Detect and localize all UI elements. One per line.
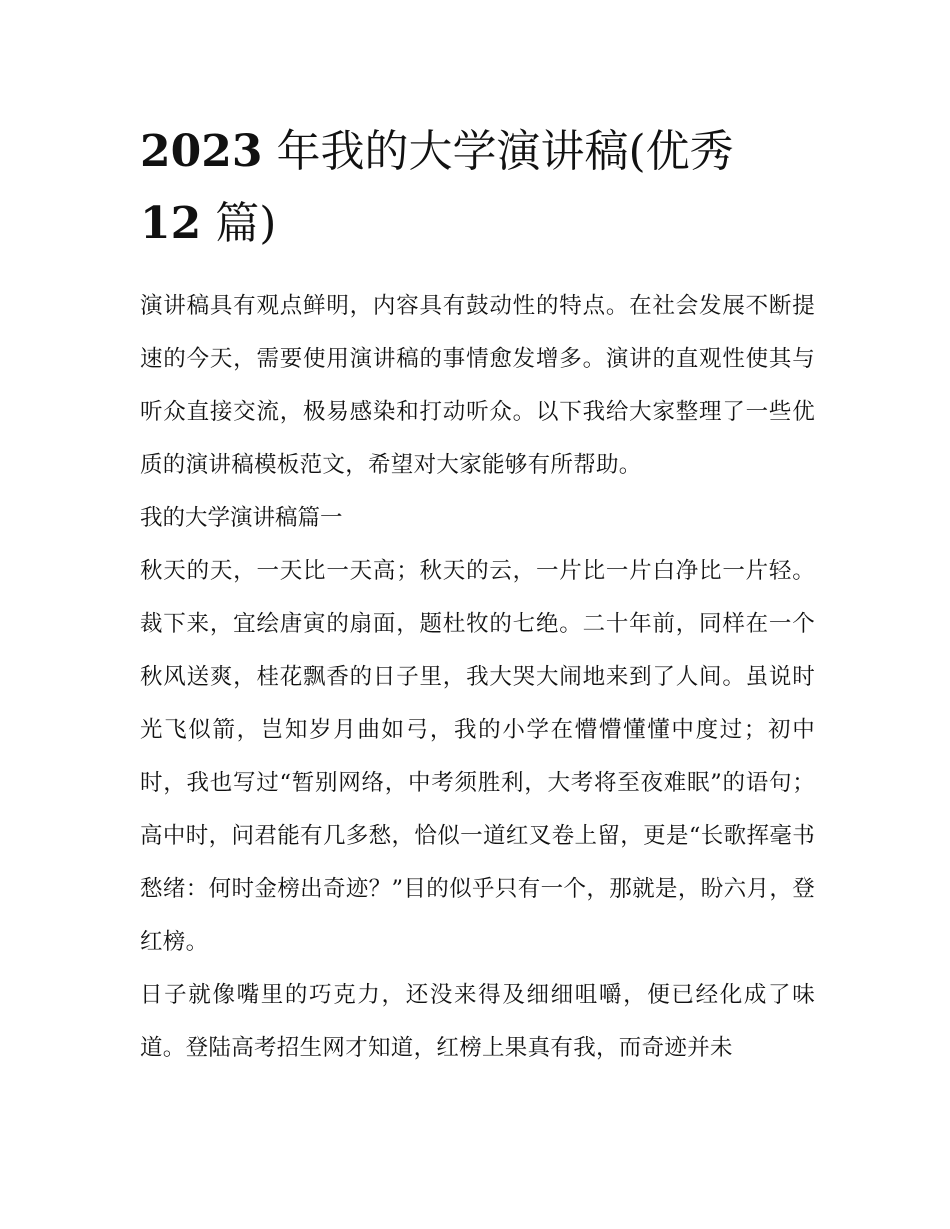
section-heading: 我的大学演讲稿篇一 [140, 505, 343, 531]
title-main: 年我的大学演讲稿(优秀 [262, 126, 734, 177]
document-content [140, 116, 815, 1075]
page-title [140, 116, 800, 260]
body-paragraph-1: 秋天的天，一天比一天高；秋天的云，一片比一片白净比一片轻。裁下来，宜绘唐寅的扇面，题杜牧的七绝。二十年前，同样在一个秋风送爽，桂花飘香的日子里，我大哭大闹地来到了人间。虽说时光飞似箭，岂知岁月曲如弓，我的小学在懵懵懂懂中度过；初中时，我也写过“暂别网络，中考须胜利，大考将至夜难眠”的语句；高中时，问君能有几多愁，恰似一道红叉卷上留，更是“长歌挥毫书愁绪：何时金榜出奇迹？”目的似乎只有一个，那就是，盼六月，登红榜。 [140, 558, 815, 955]
intro-paragraph: 演讲稿具有观点鲜明，内容具有鼓动性的特点。在社会发展不断提速的今天，需要使用演讲稿的事情愈发增多。演讲的直观性使其与听众直接交流，极易感染和打动听众。以下我给大家整理了一些优质的演讲稿模板范文，希望对大家能够有所帮助。 [140, 293, 815, 478]
title-year: 2023 [140, 126, 263, 177]
body-paragraph-2: 日子就像嘴里的巧克力，还没来得及细细咀嚼，便已经化成了味道。登陆高考招生网才知道，红榜上果真有我，而奇迹并未 [140, 982, 815, 1061]
title-end: 篇) [201, 198, 277, 249]
title-count: 12 [140, 198, 202, 249]
